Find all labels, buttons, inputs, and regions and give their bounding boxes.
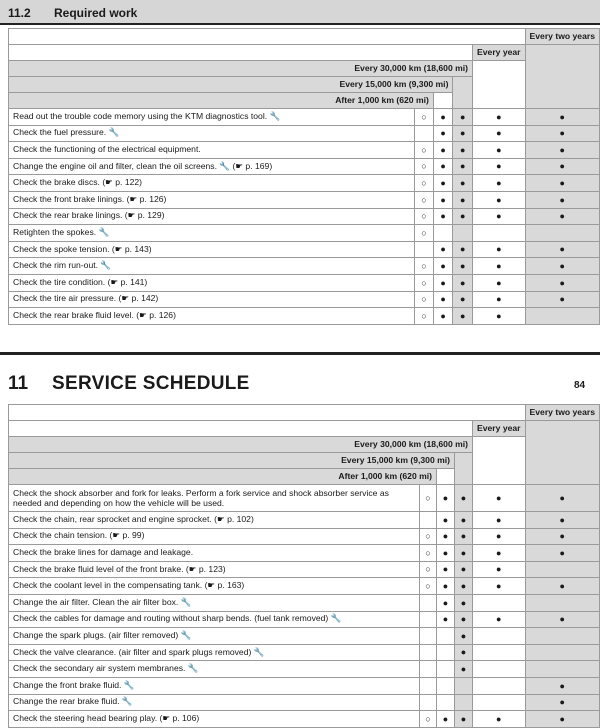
filled-dot-mark: ● bbox=[525, 191, 599, 208]
filled-dot-mark: ● bbox=[453, 291, 473, 308]
empty-cell bbox=[525, 225, 599, 242]
filled-dot-mark: ● bbox=[455, 711, 473, 728]
filled-dot-mark: ● bbox=[437, 528, 455, 545]
filled-dot-mark: ● bbox=[525, 158, 599, 175]
filled-dot-mark: ● bbox=[437, 561, 455, 578]
filled-dot-mark: ● bbox=[525, 291, 599, 308]
filled-dot-mark: ● bbox=[525, 125, 599, 142]
interval-year: Every year bbox=[473, 421, 526, 437]
open-circle-mark: ○ bbox=[415, 191, 434, 208]
filled-dot-mark: ● bbox=[473, 308, 526, 325]
open-circle-mark: ○ bbox=[420, 711, 437, 728]
page-number: 84 bbox=[574, 380, 586, 391]
filled-dot-mark: ● bbox=[453, 208, 473, 225]
open-circle-mark: ○ bbox=[420, 485, 437, 512]
filled-dot-mark: ● bbox=[433, 274, 453, 291]
filled-dot-mark: ● bbox=[433, 208, 453, 225]
empty-cell bbox=[473, 661, 526, 678]
filled-dot-mark: ● bbox=[525, 175, 599, 192]
table-row bbox=[9, 191, 600, 208]
filled-dot-mark: ● bbox=[433, 109, 453, 126]
task-text: Change the rear brake fluid. 🔧 bbox=[9, 694, 420, 711]
filled-dot-mark: ● bbox=[433, 142, 453, 159]
filled-dot-mark: ● bbox=[433, 175, 453, 192]
task-text: Check the secondary air system membranes. 🔧 bbox=[9, 661, 420, 678]
filled-dot-mark: ● bbox=[453, 175, 473, 192]
empty-cell bbox=[473, 594, 526, 611]
section-header bbox=[0, 0, 600, 25]
filled-dot-mark: ● bbox=[453, 258, 473, 275]
empty-cell bbox=[453, 225, 473, 242]
task-text: Check the rim run-out. 🔧 bbox=[9, 258, 415, 275]
filled-dot-mark: ● bbox=[437, 611, 455, 628]
filled-dot-mark: ● bbox=[473, 545, 526, 562]
task-text: Check the tire air pressure. (☛ p. 142) bbox=[9, 291, 415, 308]
empty-cell bbox=[473, 628, 526, 645]
task-text: Check the cables for damage and routing without sharp bends. (fuel tank removed) 🔧 bbox=[9, 611, 420, 628]
empty-cell bbox=[420, 611, 437, 628]
empty-cell bbox=[415, 125, 434, 142]
filled-dot-mark: ● bbox=[453, 308, 473, 325]
filled-dot-mark: ● bbox=[455, 512, 473, 529]
filled-dot-mark: ● bbox=[433, 241, 453, 258]
page-divider bbox=[0, 352, 600, 355]
filled-dot-mark: ● bbox=[453, 142, 473, 159]
table1-header bbox=[9, 29, 600, 109]
task-text: Check the rear brake linings. (☛ p. 129) bbox=[9, 208, 415, 225]
empty-cell bbox=[473, 225, 526, 242]
table-row bbox=[9, 545, 600, 562]
table-row bbox=[9, 109, 600, 126]
empty-cell bbox=[415, 241, 434, 258]
table-row bbox=[9, 291, 600, 308]
filled-dot-mark: ● bbox=[437, 485, 455, 512]
interval-30000km: Every 30,000 km (18,600 mi) bbox=[9, 61, 473, 77]
filled-dot-mark: ● bbox=[455, 628, 473, 645]
filled-dot-mark: ● bbox=[453, 191, 473, 208]
open-circle-mark: ○ bbox=[420, 545, 437, 562]
filled-dot-mark: ● bbox=[473, 241, 526, 258]
task-text: Check the brake lines for damage and leakage. bbox=[9, 545, 420, 562]
open-circle-mark: ○ bbox=[420, 578, 437, 595]
filled-dot-mark: ● bbox=[453, 158, 473, 175]
empty-cell bbox=[437, 628, 455, 645]
table-row bbox=[9, 208, 600, 225]
open-circle-mark: ○ bbox=[415, 109, 434, 126]
interval-year: Every year bbox=[473, 45, 526, 61]
filled-dot-mark: ● bbox=[433, 191, 453, 208]
filled-dot-mark: ● bbox=[455, 644, 473, 661]
empty-cell bbox=[525, 644, 599, 661]
filled-dot-mark: ● bbox=[473, 611, 526, 628]
table-row bbox=[9, 561, 600, 578]
filled-dot-mark: ● bbox=[525, 142, 599, 159]
table-row bbox=[9, 241, 600, 258]
empty-cell bbox=[437, 677, 455, 694]
task-text: Check the brake fluid level of the front brake. (☛ p. 123) bbox=[9, 561, 420, 578]
filled-dot-mark: ● bbox=[473, 175, 526, 192]
filled-dot-mark: ● bbox=[525, 578, 599, 595]
table-row bbox=[9, 594, 600, 611]
filled-dot-mark: ● bbox=[455, 485, 473, 512]
filled-dot-mark: ● bbox=[473, 208, 526, 225]
open-circle-mark: ○ bbox=[420, 528, 437, 545]
table-row bbox=[9, 308, 600, 325]
filled-dot-mark: ● bbox=[433, 158, 453, 175]
filled-dot-mark: ● bbox=[453, 109, 473, 126]
open-circle-mark: ○ bbox=[415, 158, 434, 175]
table-row bbox=[9, 628, 600, 645]
maintenance-table-1 bbox=[8, 28, 600, 325]
empty-cell bbox=[473, 694, 526, 711]
empty-cell bbox=[437, 644, 455, 661]
empty-cell bbox=[525, 561, 599, 578]
table-row bbox=[9, 225, 600, 242]
empty-cell bbox=[455, 677, 473, 694]
interval-two-years: Every two years bbox=[525, 29, 599, 45]
task-text: Check the brake discs. (☛ p. 122) bbox=[9, 175, 415, 192]
empty-cell bbox=[420, 694, 437, 711]
table-row bbox=[9, 485, 600, 512]
table-row bbox=[9, 142, 600, 159]
table-row bbox=[9, 694, 600, 711]
section-number: 11.2 bbox=[8, 6, 31, 20]
open-circle-mark: ○ bbox=[415, 208, 434, 225]
filled-dot-mark: ● bbox=[525, 109, 599, 126]
filled-dot-mark: ● bbox=[473, 191, 526, 208]
table-row bbox=[9, 512, 600, 529]
filled-dot-mark: ● bbox=[455, 661, 473, 678]
empty-cell bbox=[420, 644, 437, 661]
open-circle-mark: ○ bbox=[415, 225, 434, 242]
filled-dot-mark: ● bbox=[433, 308, 453, 325]
table-row bbox=[9, 661, 600, 678]
open-circle-mark: ○ bbox=[415, 175, 434, 192]
interval-15000km: Every 15,000 km (9,300 mi) bbox=[9, 77, 453, 93]
task-text: Check the front brake linings. (☛ p. 126) bbox=[9, 191, 415, 208]
filled-dot-mark: ● bbox=[473, 158, 526, 175]
task-text: Check the chain tension. (☛ p. 99) bbox=[9, 528, 420, 545]
filled-dot-mark: ● bbox=[473, 274, 526, 291]
table1-rows bbox=[9, 109, 600, 325]
filled-dot-mark: ● bbox=[433, 125, 453, 142]
table-row bbox=[9, 528, 600, 545]
filled-dot-mark: ● bbox=[455, 528, 473, 545]
task-text: Check the functioning of the electrical equipment. bbox=[9, 142, 415, 159]
filled-dot-mark: ● bbox=[473, 125, 526, 142]
empty-cell bbox=[525, 661, 599, 678]
task-text: Retighten the spokes. 🔧 bbox=[9, 225, 415, 242]
empty-cell bbox=[473, 677, 526, 694]
filled-dot-mark: ● bbox=[473, 258, 526, 275]
chapter-title: SERVICE SCHEDULE bbox=[52, 373, 250, 394]
empty-cell bbox=[420, 594, 437, 611]
filled-dot-mark: ● bbox=[525, 241, 599, 258]
open-circle-mark: ○ bbox=[415, 291, 434, 308]
task-text: Check the steering head bearing play. (☛ p. 106) bbox=[9, 711, 420, 728]
filled-dot-mark: ● bbox=[455, 594, 473, 611]
empty-cell bbox=[433, 225, 453, 242]
empty-cell bbox=[473, 644, 526, 661]
filled-dot-mark: ● bbox=[453, 125, 473, 142]
filled-dot-mark: ● bbox=[455, 611, 473, 628]
filled-dot-mark: ● bbox=[525, 512, 599, 529]
filled-dot-mark: ● bbox=[437, 545, 455, 562]
open-circle-mark: ○ bbox=[415, 142, 434, 159]
task-text: Check the rear brake fluid level. (☛ p. 126) bbox=[9, 308, 415, 325]
filled-dot-mark: ● bbox=[473, 578, 526, 595]
table-row bbox=[9, 175, 600, 192]
table-row bbox=[9, 644, 600, 661]
open-circle-mark: ○ bbox=[415, 258, 434, 275]
task-text: Check the shock absorber and fork for leaks. Perform a fork service and shock absorber service as needed and depending on how the vehicle will be used. bbox=[9, 485, 420, 512]
filled-dot-mark: ● bbox=[525, 485, 599, 512]
filled-dot-mark: ● bbox=[473, 109, 526, 126]
task-text: Read out the trouble code memory using the KTM diagnostics tool. 🔧 bbox=[9, 109, 415, 126]
interval-30000km: Every 30,000 km (18,600 mi) bbox=[9, 437, 473, 453]
filled-dot-mark: ● bbox=[473, 485, 526, 512]
filled-dot-mark: ● bbox=[525, 545, 599, 562]
task-text: Check the valve clearance. (air filter and spark plugs removed) 🔧 bbox=[9, 644, 420, 661]
filled-dot-mark: ● bbox=[473, 528, 526, 545]
filled-dot-mark: ● bbox=[455, 545, 473, 562]
filled-dot-mark: ● bbox=[473, 291, 526, 308]
maintenance-table-2 bbox=[8, 404, 600, 728]
table-row bbox=[9, 578, 600, 595]
table-row bbox=[9, 711, 600, 728]
filled-dot-mark: ● bbox=[437, 512, 455, 529]
interval-1000km: After 1,000 km (620 mi) bbox=[9, 93, 434, 109]
empty-cell bbox=[420, 628, 437, 645]
task-text: Check the spoke tension. (☛ p. 143) bbox=[9, 241, 415, 258]
filled-dot-mark: ● bbox=[525, 528, 599, 545]
task-text: Check the chain, rear sprocket and engine sprocket. (☛ p. 102) bbox=[9, 512, 420, 529]
filled-dot-mark: ● bbox=[525, 711, 599, 728]
table-row bbox=[9, 258, 600, 275]
filled-dot-mark: ● bbox=[473, 561, 526, 578]
filled-dot-mark: ● bbox=[453, 274, 473, 291]
table2-rows bbox=[9, 485, 600, 728]
filled-dot-mark: ● bbox=[437, 711, 455, 728]
filled-dot-mark: ● bbox=[473, 512, 526, 529]
filled-dot-mark: ● bbox=[433, 291, 453, 308]
filled-dot-mark: ● bbox=[525, 258, 599, 275]
task-text: Change the air filter. Clean the air filter box. 🔧 bbox=[9, 594, 420, 611]
chapter-number: 11 bbox=[8, 373, 29, 394]
filled-dot-mark: ● bbox=[525, 208, 599, 225]
filled-dot-mark: ● bbox=[437, 578, 455, 595]
filled-dot-mark: ● bbox=[437, 594, 455, 611]
filled-dot-mark: ● bbox=[525, 274, 599, 291]
open-circle-mark: ○ bbox=[415, 308, 434, 325]
filled-dot-mark: ● bbox=[525, 694, 599, 711]
task-text: Check the coolant level in the compensating tank. (☛ p. 163) bbox=[9, 578, 420, 595]
filled-dot-mark: ● bbox=[525, 611, 599, 628]
empty-cell bbox=[525, 628, 599, 645]
table-row bbox=[9, 125, 600, 142]
table2-header bbox=[9, 405, 600, 485]
filled-dot-mark: ● bbox=[433, 258, 453, 275]
filled-dot-mark: ● bbox=[473, 142, 526, 159]
interval-1000km: After 1,000 km (620 mi) bbox=[9, 469, 437, 485]
task-text: Check the fuel pressure. 🔧 bbox=[9, 125, 415, 142]
empty-cell bbox=[525, 594, 599, 611]
task-text: Change the engine oil and filter, clean the oil screens. 🔧 (☛ p. 169) bbox=[9, 158, 415, 175]
table-row bbox=[9, 677, 600, 694]
table-row bbox=[9, 611, 600, 628]
task-text: Check the tire condition. (☛ p. 141) bbox=[9, 274, 415, 291]
empty-cell bbox=[437, 694, 455, 711]
empty-cell bbox=[455, 694, 473, 711]
empty-cell bbox=[525, 308, 599, 325]
open-circle-mark: ○ bbox=[415, 274, 434, 291]
empty-cell bbox=[437, 661, 455, 678]
interval-15000km: Every 15,000 km (9,300 mi) bbox=[9, 453, 455, 469]
filled-dot-mark: ● bbox=[455, 578, 473, 595]
empty-cell bbox=[420, 661, 437, 678]
filled-dot-mark: ● bbox=[455, 561, 473, 578]
task-text: Change the spark plugs. (air filter removed) 🔧 bbox=[9, 628, 420, 645]
empty-cell bbox=[420, 677, 437, 694]
table-row bbox=[9, 158, 600, 175]
filled-dot-mark: ● bbox=[453, 241, 473, 258]
empty-cell bbox=[420, 512, 437, 529]
interval-two-years: Every two years bbox=[525, 405, 599, 421]
filled-dot-mark: ● bbox=[473, 711, 526, 728]
filled-dot-mark: ● bbox=[525, 677, 599, 694]
section-title: Required work bbox=[54, 6, 138, 20]
table-row bbox=[9, 274, 600, 291]
open-circle-mark: ○ bbox=[420, 561, 437, 578]
task-text: Change the front brake fluid. 🔧 bbox=[9, 677, 420, 694]
